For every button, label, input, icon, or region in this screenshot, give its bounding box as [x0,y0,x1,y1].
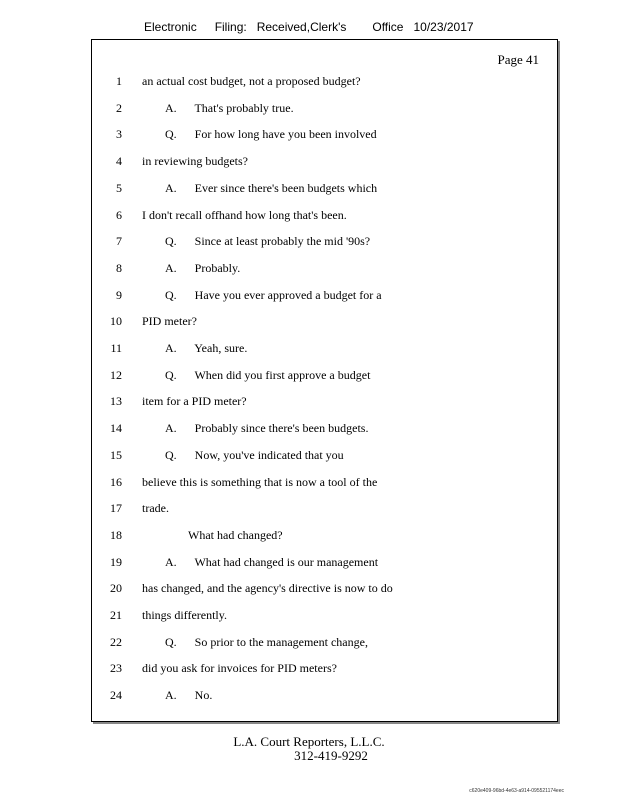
line-number: 23 [110,661,122,676]
line-text: A. Ever since there's been budgets which [165,180,378,195]
electronic-filing-header [144,20,474,34]
document-hash: c620e409-96bd-4e63-a914-095521174eec [469,788,564,794]
line-number: 10 [110,314,122,329]
transcript-line [92,420,557,436]
filing-date: 10/23/2017 [413,20,474,34]
transcript-line [92,153,557,169]
line-text: things differently. [142,608,227,622]
line-text: What had changed? [188,527,283,542]
line-text: item for a PID meter? [142,394,247,409]
transcript-line [92,73,557,89]
line-number: 20 [110,581,122,596]
filing-word-filing: Filing: [214,20,247,34]
transcript-line [92,554,557,570]
line-number: 2 [116,100,122,115]
transcript-line [92,233,557,249]
line-number: 15 [110,447,122,462]
transcript-line [92,100,557,116]
line-text: believe this is something that is now a tool of the [142,474,378,489]
line-number: 11 [110,341,122,355]
transcript-line [92,367,557,383]
transcript-line [92,607,557,623]
line-number: 17 [110,501,122,516]
line-text: A. No. [165,688,213,703]
transcript-line [92,634,557,650]
line-text: an actual cost budget, not a proposed budget? [142,74,361,88]
line-number: 5 [116,180,122,195]
filing-word-received: Received,Clerk's [256,20,347,34]
line-text: A. Yeah, sure. [165,341,248,355]
transcript-line [92,500,557,516]
line-number: 13 [110,394,122,409]
footer-phone: 312-419-9292 [294,748,368,763]
line-text: PID meter? [142,314,197,329]
transcript-line [92,527,557,543]
transcript-line [92,260,557,276]
transcript-line [92,474,557,490]
line-number: 7 [116,234,122,249]
line-text: has changed, and the agency's directive is now to do [142,581,393,596]
transcript-line [92,687,557,703]
line-text: Q. So prior to the management change, [165,634,368,649]
line-text: Q. Now, you've indicated that you [165,447,344,462]
line-number: 6 [116,207,122,222]
transcript-line [92,313,557,329]
page-number: Page 41 [497,52,539,67]
line-number: 18 [110,527,122,542]
line-number: 8 [116,260,122,275]
line-text: Q. For how long have you been involved [165,127,377,142]
line-number: 14 [110,421,122,436]
transcript-page [91,39,558,722]
line-number: 3 [116,127,122,142]
transcript-line [92,180,557,196]
line-text: A. What had changed is our management [165,554,379,569]
transcript-line [92,447,557,463]
line-number: 9 [116,287,122,302]
transcript-line [92,580,557,596]
line-text: did you ask for invoices for PID meters? [142,661,337,676]
line-text: A. That's probably true. [165,100,294,115]
line-number: 19 [110,554,122,569]
line-text: in reviewing budgets? [142,154,248,169]
line-text: Q. When did you first approve a budget [165,367,371,382]
line-number: 22 [110,634,122,649]
line-number: 12 [110,367,122,382]
line-text: A. Probably. [165,260,241,275]
transcript-line [92,126,557,142]
line-text: I don't recall offhand how long that's been. [142,207,347,222]
line-text: Q. Since at least probably the mid '90s? [165,234,371,249]
line-text: Q. Have you ever approved a budget for a [165,287,382,302]
transcript-line [92,207,557,223]
line-number: 1 [116,74,122,88]
footer-company: L.A. Court Reporters, L.L.C. [233,734,385,749]
line-text: A. Probably since there's been budgets. [165,421,369,436]
transcript-line [92,660,557,676]
line-number: 4 [116,154,122,169]
transcript-line [92,287,557,303]
filing-word-electronic: Electronic [144,20,197,34]
line-number: 24 [110,688,122,703]
transcript-line [92,393,557,409]
filing-word-office: Office [372,20,404,34]
line-text: trade. [142,501,169,516]
transcript-line [92,340,557,356]
line-number: 16 [110,474,122,489]
line-number: 21 [110,608,122,622]
